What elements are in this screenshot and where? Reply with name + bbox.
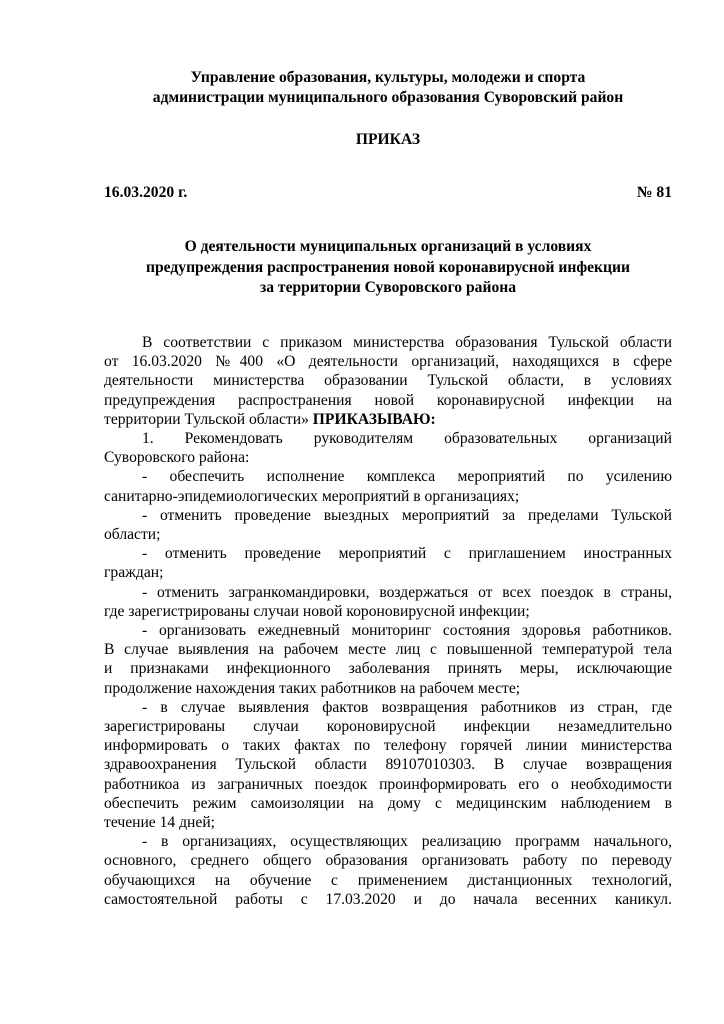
bullet-cancel-business-trips — [104, 583, 672, 621]
text-line: области; — [104, 526, 161, 544]
bullet-sanitary — [104, 467, 672, 505]
text-line: 1. Рекомендовать руководителям образовательных организаций — [142, 430, 672, 448]
text-line: от 16.03.2020 №400 «О деятельности организаций, находящихся в сфере — [104, 353, 672, 371]
text-line: - в организациях, осуществляющих реализацию программ начального, — [142, 833, 672, 851]
text-line: - обеспечить исполнение комплекса мероприятий по усилению — [142, 468, 672, 486]
text-line: - отменить проведение мероприятий с приглашением иностранных — [142, 545, 672, 563]
text-line: обеспечить режим самоизоляции на дому с медицинским наблюдением в — [104, 794, 672, 812]
organization-header — [104, 68, 672, 108]
subject-line-3: за территории Суворовского района — [259, 279, 517, 296]
text-line: - в случае выявления фактов возвращения работников из стран, где — [142, 698, 672, 716]
subject-line-1: О деятельности муниципальных организаций в условиях — [184, 238, 592, 255]
text-line: деятельности министерства образовании Тульской области, в условиях — [104, 372, 672, 390]
text-line: - отменить загранкомандировки, воздержаться от всех поездок в страны, — [142, 583, 672, 601]
text-line: В соответствии с приказом министерства образования Тульской области — [142, 334, 672, 351]
order-subject — [104, 237, 672, 299]
text-line: санитарно-эпидемиологических мероприятий в организациях; — [104, 487, 520, 505]
text-line: граждан; — [104, 564, 164, 582]
text-line: информировать о таких фактах по телефону горячей линии министерства — [104, 737, 672, 755]
order-word: ПРИКАЗЫВАЮ: — [312, 410, 436, 428]
header-line-2: администрации муниципального образования Суворовский район — [152, 89, 624, 106]
preamble-tail: территории Тульской области» — [104, 410, 309, 428]
bullet-cancel-foreign-events — [104, 544, 672, 582]
text-line: работникоа из заграничных поездок проинформировать его о необходимости — [104, 775, 672, 793]
bullet-health-monitoring — [104, 621, 672, 698]
text-line: здравоохранения Тульской области 89107010303. В случае возвращения — [104, 756, 672, 774]
text-line: предупреждения распространения новой коронавирусной инфекции на — [104, 391, 672, 409]
text-line — [104, 410, 672, 429]
text-line: В случае выявления на рабочем месте лиц с повышенной температурой тела — [104, 641, 672, 659]
order-date: 16.03.2020 г. — [104, 184, 188, 201]
order-body — [104, 333, 672, 909]
text-line: - организовать ежедневный мониторинг состояния здоровья работников. — [142, 622, 672, 640]
subject-line-2: предупреждения распространения новой коронавирусной инфекции — [146, 258, 630, 276]
order-number: № 81 — [636, 184, 672, 201]
header-line-1: Управление образования, культуры, молодежи и спорта — [190, 69, 586, 86]
bullet-returning-workers — [104, 698, 672, 832]
text-line: Суворовского района: — [104, 449, 250, 467]
text-line: обучающихся на обучение с применением дистанционных технологий, — [104, 871, 672, 889]
document-title: ПРИКАЗ — [355, 131, 421, 148]
item-1-paragraph — [104, 429, 672, 467]
text-line: зарегистрированы случаи короновирусной инфекции незамедлительно — [104, 718, 672, 736]
text-line: где зарегистрированы случаи новой короновирусной инфекции; — [104, 602, 530, 620]
text-line: - отменить проведение выездных мероприятий за пределами Тульской — [142, 506, 672, 524]
preamble-paragraph — [104, 333, 672, 429]
bullet-distance-learning — [104, 832, 672, 909]
text-line: самостоятельной работы с 17.03.2020 и до начала весенних каникул. — [104, 890, 672, 908]
text-line: течение 14 дней; — [104, 814, 215, 832]
text-line: и признаками инфекционного заболевания принять меры, исключающие — [104, 660, 672, 678]
text-line: основного, среднего общего образования организовать работу по переводу — [104, 852, 672, 870]
bullet-cancel-trips — [104, 506, 672, 544]
text-line: продолжение нахождения таких работников на рабочем месте; — [104, 679, 521, 697]
